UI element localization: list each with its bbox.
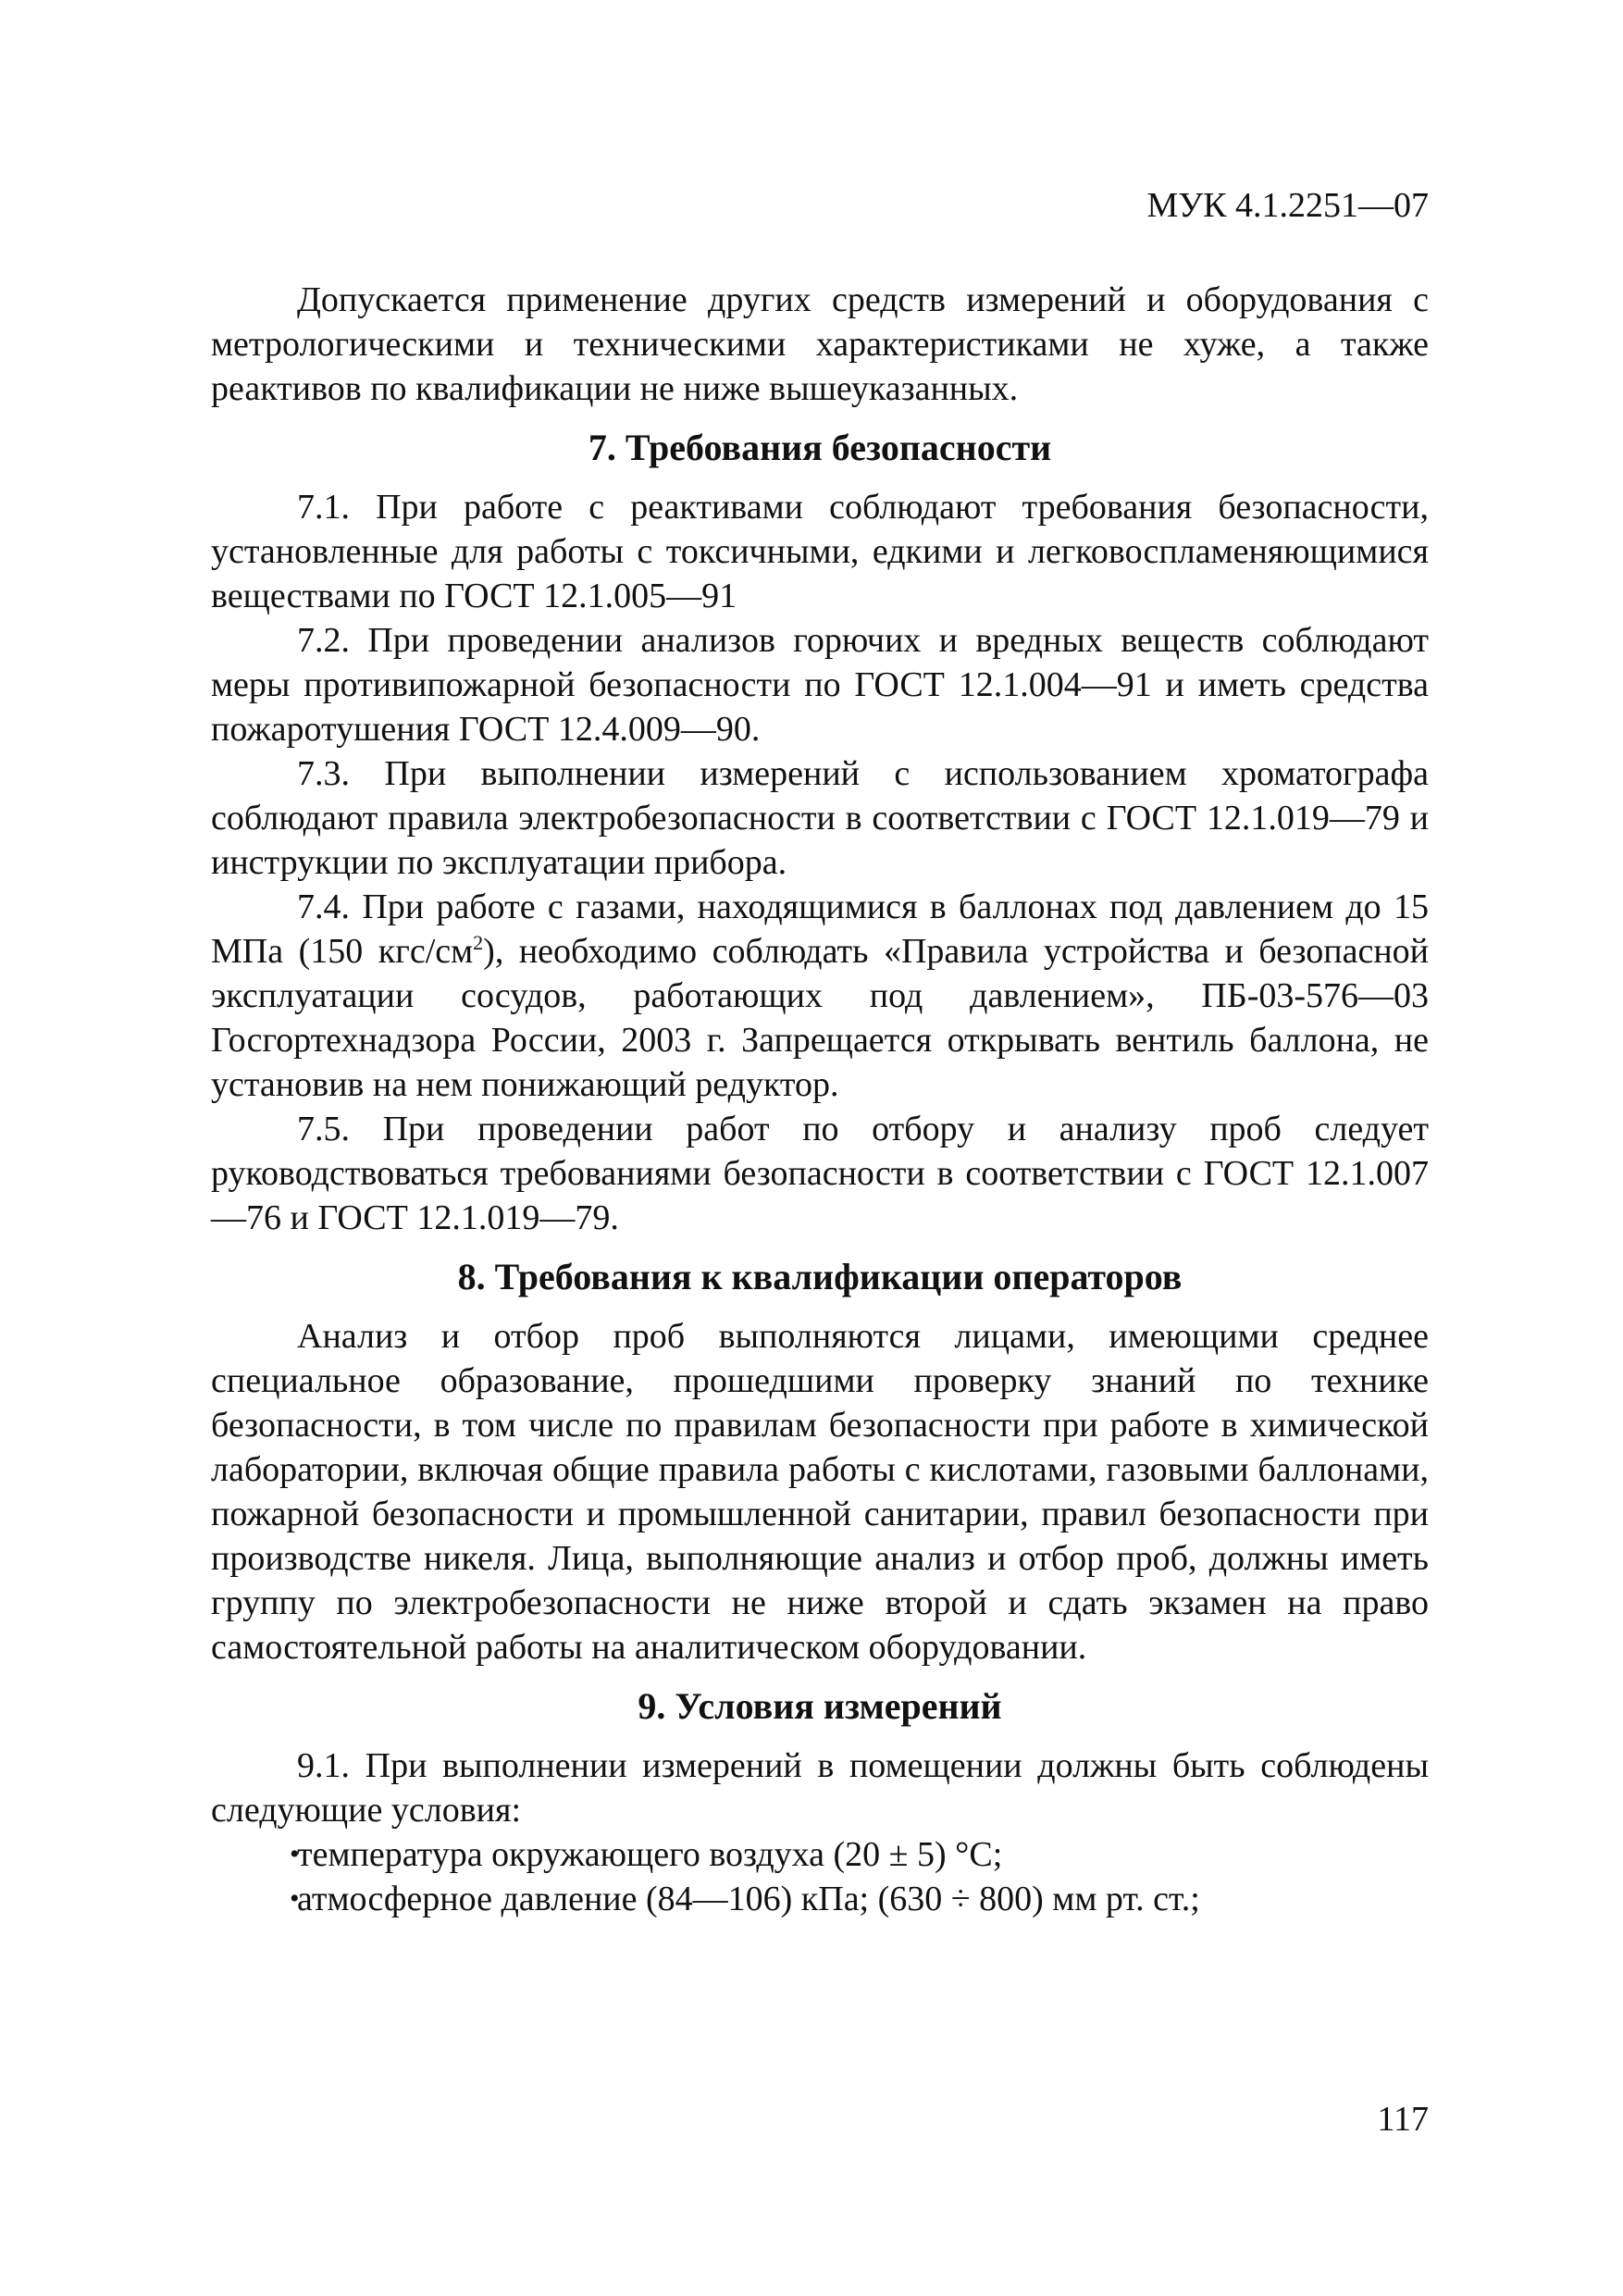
bullet-icon: • xyxy=(290,1839,300,1869)
list-item xyxy=(211,1832,1429,1877)
page-content xyxy=(211,278,1429,1921)
paragraph-7-4-text-end: ), необходимо соблюдать «Правила устройства и безопасной эксплуатации сосудов, работающих под давлением», ПБ-03-576—03 Госгортехнадзора России, 2003 г. Запрещается открывать вентиль баллона, не установив на нем понижающий редуктор. xyxy=(211,932,1429,1104)
paragraph-7-1: 7.1. При работе с реактивами соблюдают требования безопасности, установленные для работы с токсичными, едкими и легковоспламеняющимися веществами по ГОСТ 12.1.005—91 xyxy=(211,488,1429,615)
document-code: МУК 4.1.2251—07 xyxy=(1146,186,1429,225)
conditions-list xyxy=(211,1832,1429,1921)
list-item-text: температура окружающего воздуха (20 ± 5) °С; xyxy=(297,1835,1003,1874)
list-item-text: атмосферное давление (84—106) кПа; (630 ÷ 800) мм рт. ст.; xyxy=(297,1880,1200,1918)
bullet-icon: • xyxy=(290,1883,300,1914)
list-item xyxy=(211,1877,1429,1921)
paragraph-7-5: 7.5. При проведении работ по отбору и анализу проб следует руководствоваться требованиями безопасности в соответствии с ГОСТ 12.1.007—76 и ГОСТ 12.1.019—79. xyxy=(211,1110,1429,1237)
superscript-two: 2 xyxy=(473,931,484,954)
section-8-heading: 8. Требования к квалификации операторов xyxy=(457,1256,1183,1297)
intro-paragraph: Допускается применение других средств измерений и оборудования с метрологическими и техническими характеристиками не хуже, а также реактивов по квалификации не ниже вышеуказанных. xyxy=(211,280,1429,408)
paragraph-7-4-text-start: 7.4. При работе с газами, находящимися в баллонах под давлением до 15 МПа (150 кгс/см xyxy=(211,887,1429,971)
section-9-heading: 9. Условия измерений xyxy=(638,1685,1002,1727)
paragraph-7-4 xyxy=(211,885,1429,1107)
paragraph-7-2: 7.2. При проведении анализов горючих и вредных веществ соблюдают меры противипожарной безопасности по ГОСТ 12.1.004—91 и иметь средства пожаротушения ГОСТ 12.4.009—90. xyxy=(211,621,1429,749)
page-number: 117 xyxy=(1377,2100,1429,2139)
paragraph-9-1: 9.1. При выполнении измерений в помещении должны быть соблюдены следующие условия: xyxy=(211,1746,1429,1830)
paragraph-7-3: 7.3. При выполнении измерений с использованием хроматографа соблюдают правила электробезопасности в соответствии с ГОСТ 12.1.019—79 и инструкции по эксплуатации прибора. xyxy=(211,754,1429,882)
paragraph-8: Анализ и отбор проб выполняются лицами, имеющими среднее специальное образование, прошедшими проверку знаний по технике безопасности, в том числе по правилам безопасности при работе в химической лаборатории, включая общие правила работы с кислотами, газовыми баллонами, пожарной безопасности и промышленной санитарии, правил безопасности при производстве никеля. Лица, выполняющие анализ и отбор проб, должны иметь группу по электробезопасности не ниже второй и сдать экзамен на право самостоятельной работы на аналитическом оборудовании. xyxy=(211,1317,1429,1667)
section-7-heading: 7. Требования безопасности xyxy=(588,427,1052,468)
